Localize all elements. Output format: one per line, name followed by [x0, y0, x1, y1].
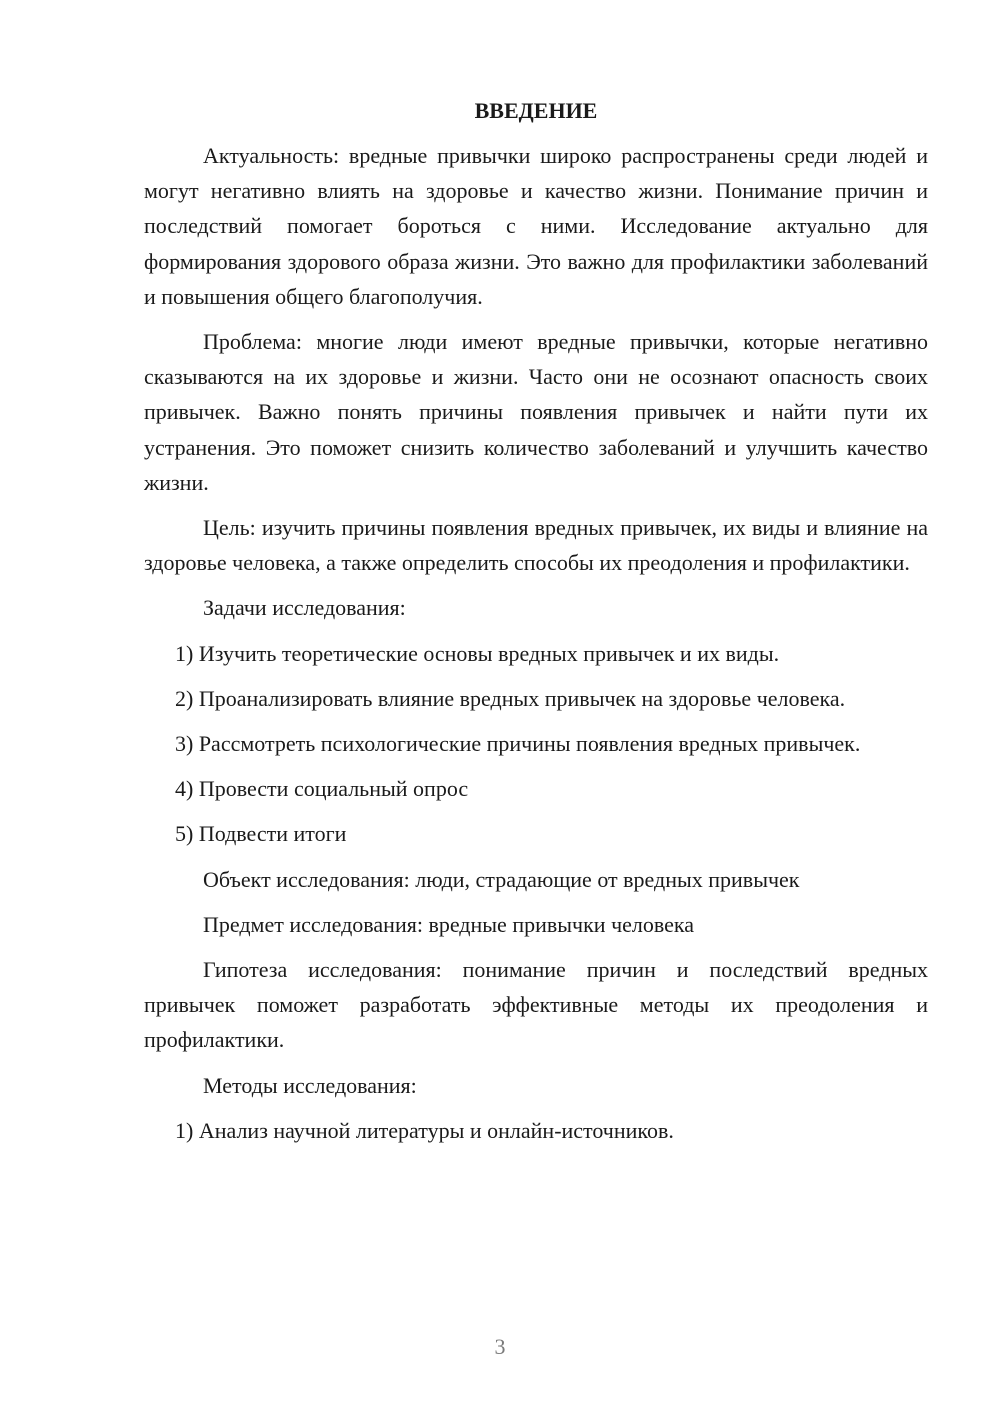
page-body: [144, 96, 928, 1148]
methods-heading: Методы исследования:: [203, 1072, 417, 1098]
relevance-paragraph: Актуальность: вредные привычки широко распространены среди людей и могут негативно влиять на здоровье и качество жизни. Понимание причин и последствий помогает бороться с ними. Исследование актуально для формирования здорового образа жизни. Это важно для профилактики заболеваний и повышения общего благополучия.: [144, 143, 928, 309]
tasks-heading: Задачи исследования:: [203, 595, 406, 621]
task-item: 3) Рассмотреть психологические причины появления вредных привычек.: [175, 731, 861, 757]
section-title: ВВЕДЕНИЕ: [474, 98, 598, 123]
goal-paragraph: Цель: изучить причины появления вредных привычек, их виды и влияние на здоровье человека, а также определить способы их преодоления и профилактики.: [144, 515, 928, 576]
object-paragraph: Объект исследования: люди, страдающие от вредных привычек: [203, 866, 800, 892]
method-item: 1) Анализ научной литературы и онлайн-источников.: [175, 1117, 674, 1143]
task-item: 2) Проанализировать влияние вредных привычек на здоровье человека.: [175, 685, 846, 711]
page-number: 3: [494, 1334, 506, 1359]
task-item: 5) Подвести итоги: [175, 821, 347, 847]
problem-paragraph: Проблема: многие люди имеют вредные привычки, которые негативно сказываются на их здоровье и жизни. Часто они не осознают опасность своих привычек. Важно понять причины появления привычек и найти пути их устранения. Это поможет снизить количество заболеваний и улучшить качество жизни.: [144, 329, 928, 495]
task-item: 4) Провести социальный опрос: [175, 776, 469, 802]
subject-paragraph: Предмет исследования: вредные привычки человека: [203, 911, 695, 937]
task-item: 1) Изучить теоретические основы вредных привычек и их виды.: [175, 640, 780, 666]
hypothesis-paragraph: Гипотеза исследования: понимание причин и последствий вредных привычек поможет разработать эффективные методы их преодоления и профилактики.: [144, 957, 928, 1053]
